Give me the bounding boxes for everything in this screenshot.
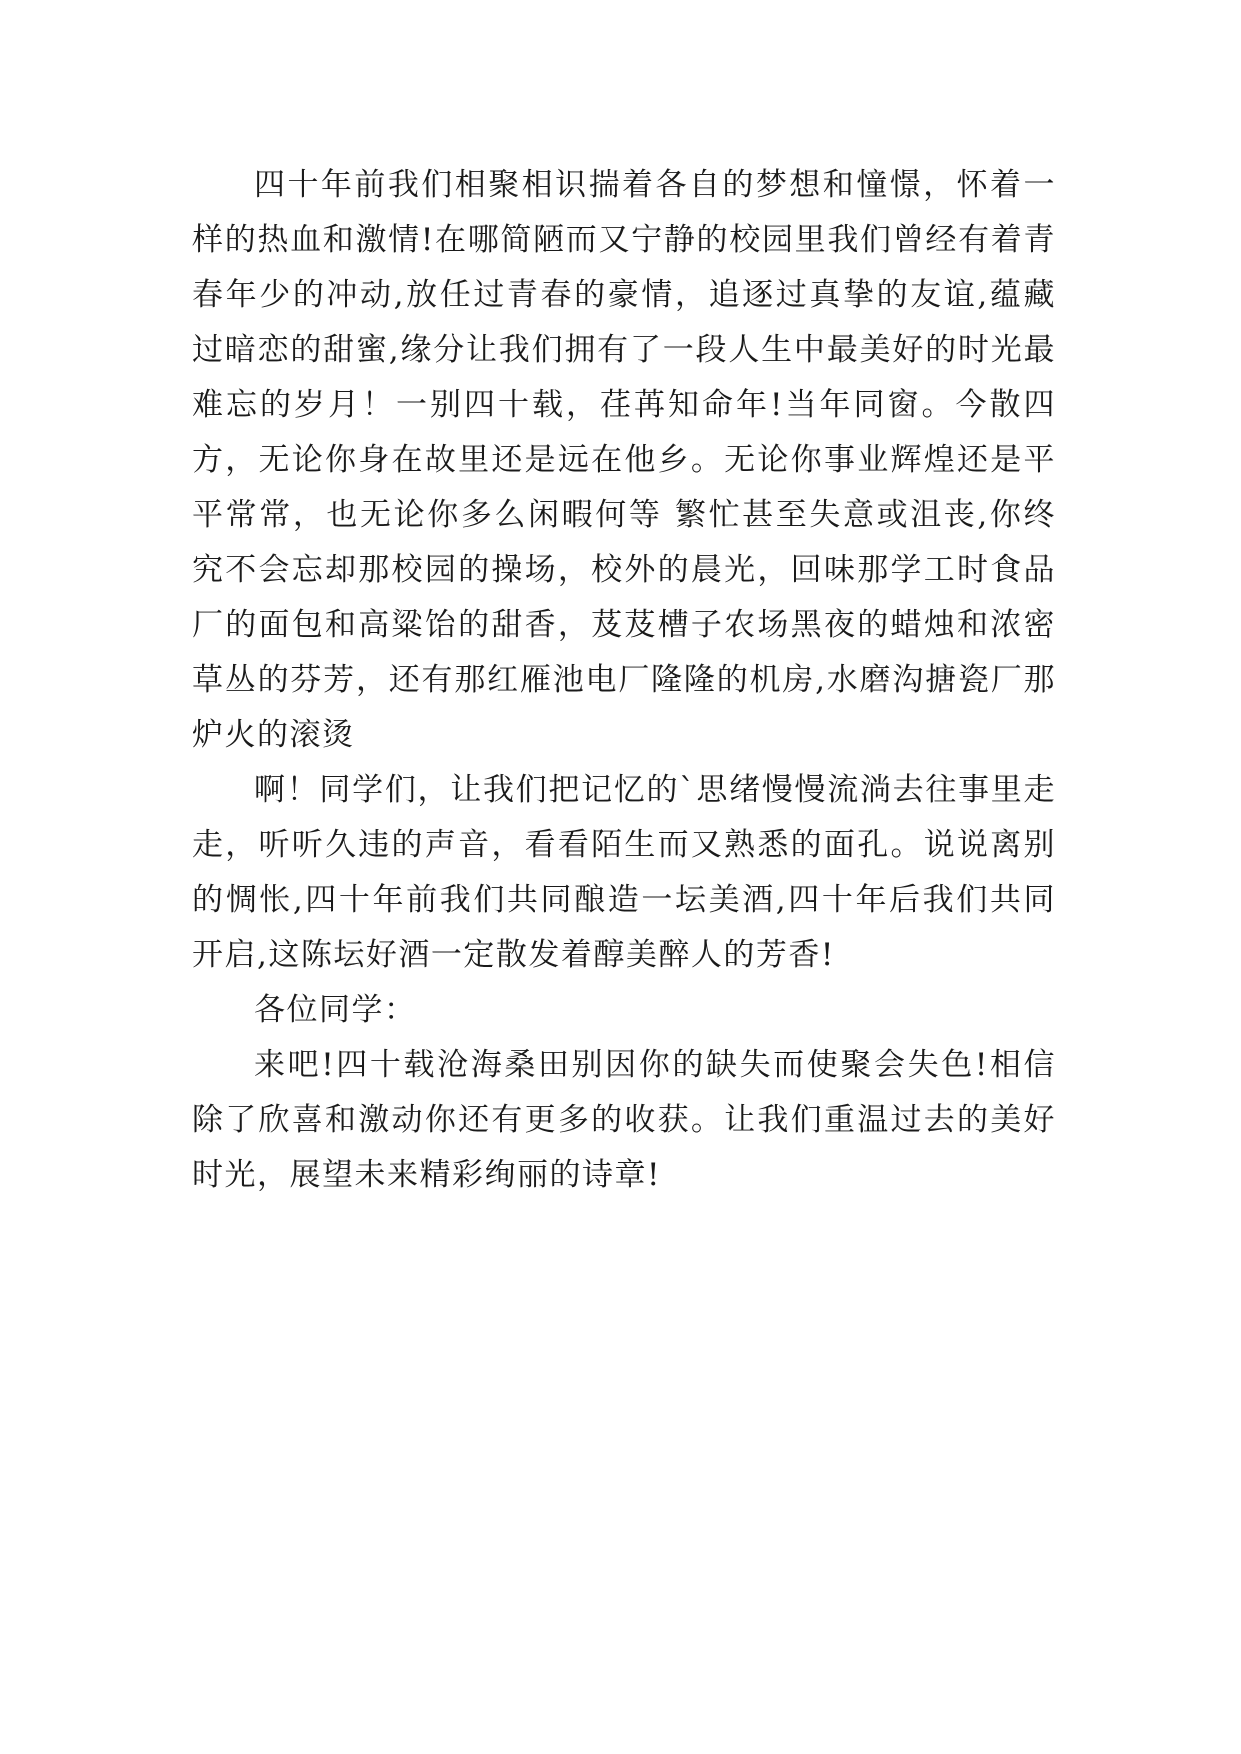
paragraph-reunion-memories: 四十年前我们相聚相识揣着各自的梦想和憧憬，怀着一样的热血和激情!在哪简陋而又宁静的校园里我们曾经有着青春年少的冲动,放任过青春的豪情，追逐过真挚的友谊,蕴藏过暗恋的甜蜜,缘分让我们拥有了一段人生中最美好的时光最难忘的岁月！一别四十载，荏苒知命年!当年同窗。今散四方，无论你身在故里还是远在他乡。无论你事业辉煌还是平平常常，也无论你多么闲暇何等 繁忙甚至失意或沮丧,你终究不会忘却那校园的操场，校外的晨光，回味那学工时食品厂的面包和高粱饴的甜香，芨芨槽子农场黑夜的蜡烛和浓密草丛的芬芳，还有那红雁池电厂隆隆的机房,水磨沟搪瓷厂那炉火的滚烫 — [192, 167, 1056, 753]
paragraph-invitation: 来吧!四十载沧海桑田别因你的缺失而使聚会失色!相信除了欣喜和激动你还有更多的收获。让我们重温过去的美好时光，展望未来精彩绚丽的诗章! — [192, 1047, 1056, 1193]
paragraph-greeting: 各位同学： — [254, 992, 417, 1028]
paragraph-classmates-call: 啊！同学们，让我们把记忆的`思绪慢慢流淌去往事里走走，听听久违的声音，看看陌生而又熟悉的面孔。说说离别的惆怅,四十年前我们共同酿造一坛美酒,四十年后我们共同开启,这陈坛好酒一定散发着醇美醉人的芳香! — [192, 772, 1056, 973]
document-body — [192, 158, 1056, 1203]
